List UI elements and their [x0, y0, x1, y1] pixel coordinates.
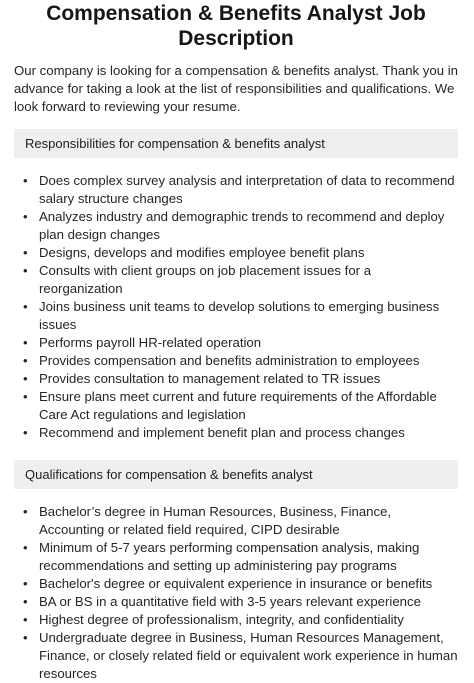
- bullet-icon: •: [23, 335, 28, 350]
- list-item: [23, 539, 458, 575]
- list-item-text: Bachelor's degree or equivalent experience in insurance or benefits: [39, 576, 433, 591]
- bullet-icon: •: [23, 504, 28, 519]
- list-item: [23, 298, 458, 334]
- bullet-icon: •: [23, 371, 28, 386]
- list-item-text: BA or BS in a quantitative field with 3-5 years relevant experience: [39, 594, 421, 609]
- list-item: [23, 611, 458, 629]
- list-item: [23, 575, 458, 593]
- bullet-icon: •: [23, 425, 28, 440]
- bullet-icon: •: [23, 540, 28, 555]
- list-item-text: Designs, develops and modifies employee benefit plans: [39, 245, 365, 260]
- bullet-icon: •: [23, 173, 28, 188]
- list-item: [23, 503, 458, 539]
- list-item-text: Ensure plans meet current and future requirements of the Affordable Care Act regulations and legislation: [39, 389, 437, 422]
- bullet-icon: •: [23, 594, 28, 609]
- list-item-text: Minimum of 5-7 years performing compensation analysis, making recommendations and setting up administering pay programs: [39, 540, 420, 573]
- qualifications-list: [14, 503, 458, 683]
- list-item: [23, 244, 458, 262]
- list-item: [23, 262, 458, 298]
- list-item-text: Consults with client groups on job placement issues for a reorganization: [39, 263, 372, 296]
- qualifications-header: Qualifications for compensation & benefits analyst: [14, 460, 458, 489]
- bullet-icon: •: [23, 389, 28, 404]
- intro-paragraph: Our company is looking for a compensation & benefits analyst. Thank you in advance for taking a look at the list of responsibilities and qualifications. We look forward to reviewing your resume.: [14, 63, 458, 114]
- list-item: [23, 172, 458, 208]
- list-item: [23, 593, 458, 611]
- bullet-icon: •: [23, 245, 28, 260]
- list-item: [23, 334, 458, 352]
- responsibilities-header: Responsibilities for compensation & benefits analyst: [14, 129, 458, 158]
- bullet-icon: •: [23, 263, 28, 278]
- list-item: [23, 629, 458, 683]
- bullet-icon: •: [23, 299, 28, 314]
- list-item-text: Provides consultation to management related to TR issues: [39, 371, 381, 386]
- bullet-icon: •: [23, 209, 28, 224]
- list-item: [23, 352, 458, 370]
- list-item: [23, 208, 458, 244]
- bullet-icon: •: [23, 612, 28, 627]
- list-item-text: Recommend and implement benefit plan and process changes: [39, 425, 405, 440]
- list-item-text: Analyzes industry and demographic trends to recommend and deploy plan design changes: [39, 209, 445, 242]
- list-item-text: Highest degree of professionalism, integrity, and confidentiality: [39, 612, 404, 627]
- bullet-icon: •: [23, 353, 28, 368]
- list-item-text: Undergraduate degree in Business, Human Resources Management, Finance, or closely related field or equivalent work experience in human resources: [39, 630, 458, 681]
- list-item: [23, 388, 458, 424]
- list-item-text: Bachelor’s degree in Human Resources, Business, Finance, Accounting or related field required, CIPD desirable: [39, 504, 392, 537]
- list-item-text: Provides compensation and benefits administration to employees: [39, 353, 420, 368]
- list-item: [23, 424, 458, 442]
- responsibilities-list: [14, 172, 458, 442]
- list-item-text: Joins business unit teams to develop solutions to emerging business issues: [39, 299, 440, 332]
- bullet-icon: •: [23, 630, 28, 645]
- list-item: [23, 370, 458, 388]
- page-title: Compensation & Benefits Analyst Job Description: [46, 2, 426, 50]
- list-item-text: Performs payroll HR-related operation: [39, 335, 262, 350]
- list-item-text: Does complex survey analysis and interpretation of data to recommend salary structure changes: [39, 173, 455, 206]
- bullet-icon: •: [23, 576, 28, 591]
